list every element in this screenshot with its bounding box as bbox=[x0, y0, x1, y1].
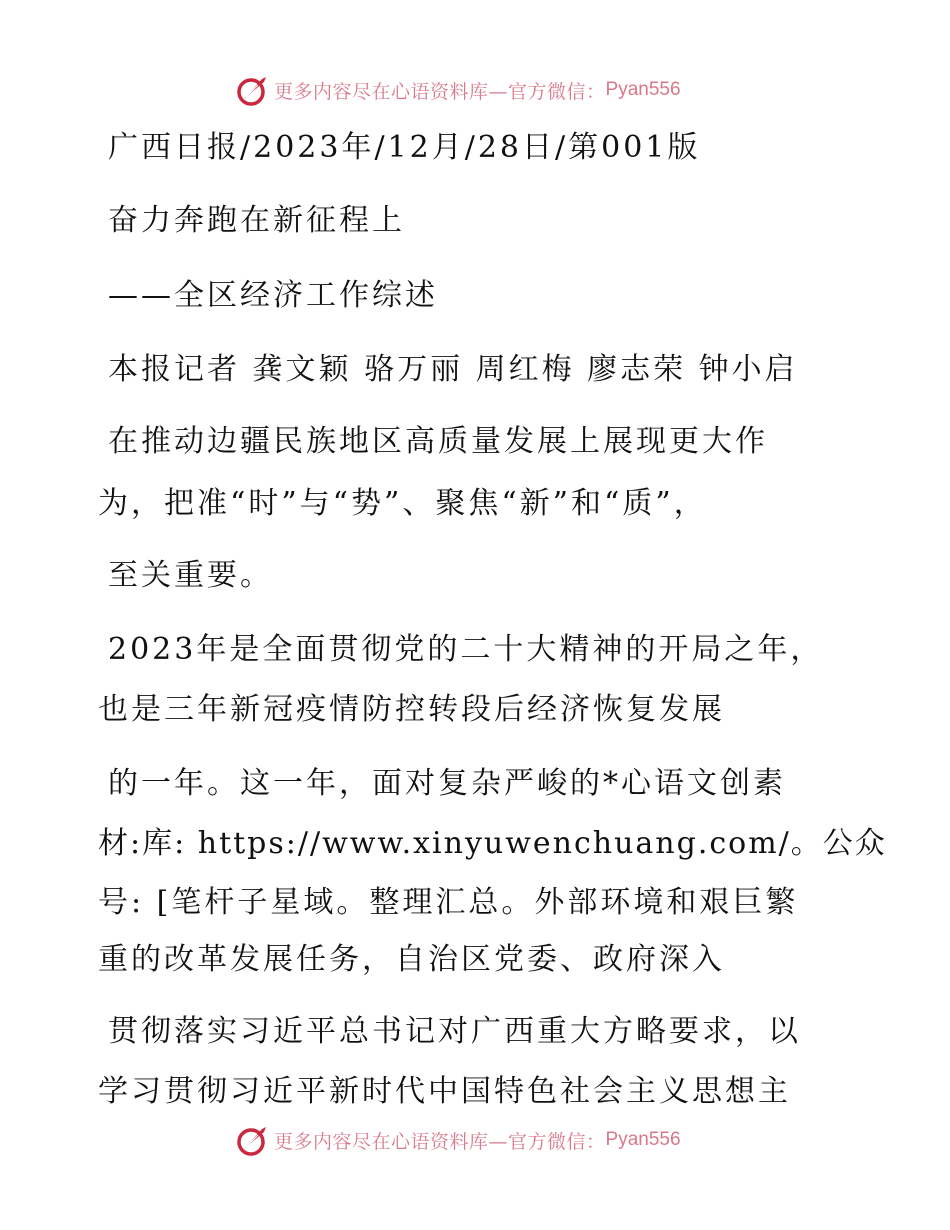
body-line: 在推动边疆民族地区高质量发展上展现更大作 bbox=[108, 424, 768, 459]
watermark-wechat-id: Pyan556 bbox=[605, 79, 681, 100]
body-line: 2023年是全面贯彻党的二十大精神的开局之年， bbox=[108, 632, 824, 667]
body-line: 为，把准“时”与“势”、聚焦“新”和“质”， bbox=[98, 486, 707, 521]
body-line: 材:库: https://www.xinyuwenchuang.com/。公众 bbox=[98, 826, 887, 861]
article-byline: 本报记者 龚文颖 骆万丽 周红梅 廖志荣 钟小启 bbox=[108, 352, 798, 387]
watermark-header bbox=[236, 72, 681, 108]
body-line: 号: [笔杆子星域。整理汇总。外部环境和艰巨繁 bbox=[98, 885, 799, 920]
body-line: 也是三年新冠疫情防控转段后经济恢复发展 bbox=[98, 692, 725, 727]
body-line: 学习贯彻习近平新时代中国特色社会主义思想主 bbox=[98, 1074, 791, 1109]
watermark-footer bbox=[236, 1122, 681, 1158]
body-line: 至关重要。 bbox=[108, 558, 273, 593]
watermark-text: 更多内容尽在心语资料库—官方微信： bbox=[274, 80, 606, 103]
article-subtitle: ——全区经济工作综述 bbox=[108, 278, 438, 313]
quill-logo-icon bbox=[236, 73, 270, 107]
newspaper-source: 广西日报/2023年/12月/28日/第001版 bbox=[108, 130, 701, 165]
body-line: 重的改革发展任务，自治区党委、政府深入 bbox=[98, 942, 725, 977]
body-line: 贯彻落实习近平总书记对广西重大方略要求，以 bbox=[108, 1014, 801, 1049]
quill-logo-icon bbox=[236, 1123, 270, 1157]
body-line: 的一年。这一年，面对复杂严峻的*心语文创素 bbox=[108, 766, 786, 801]
article-title: 奋力奔跑在新征程上 bbox=[108, 203, 405, 238]
watermark-wechat-id: Pyan556 bbox=[605, 1129, 681, 1150]
watermark-text: 更多内容尽在心语资料库—官方微信： bbox=[274, 1130, 606, 1153]
